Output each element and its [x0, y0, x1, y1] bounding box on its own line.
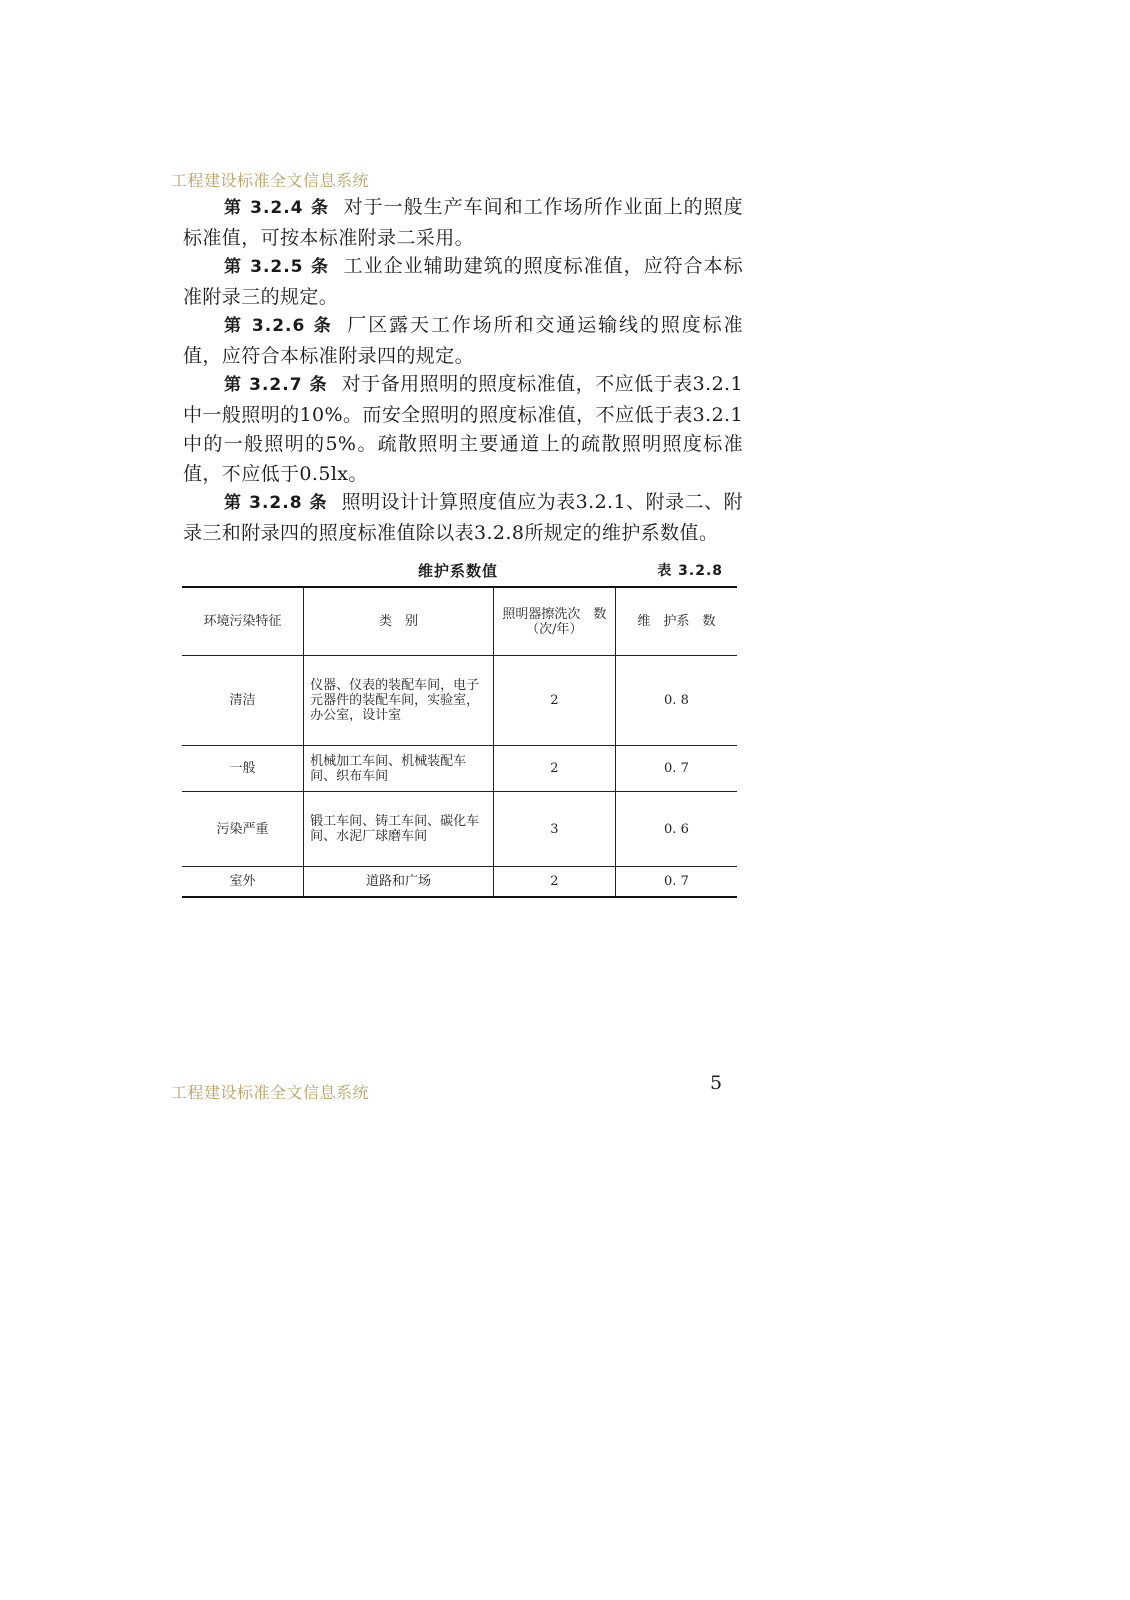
article-3-2-5 [183, 252, 743, 312]
article-3-2-4 [183, 193, 743, 253]
cell-times: 2 [493, 746, 615, 792]
header-category: 类 别 [304, 587, 494, 656]
cell-env: 污染严重 [182, 792, 304, 867]
table-number: 表 3.2.8 [657, 563, 723, 579]
cell-coef: 0. 7 [615, 746, 737, 792]
cell-coef: 0. 7 [615, 867, 737, 897]
header-env: 环境污染特征 [182, 587, 304, 656]
cell-category: 仪器、仪表的装配车间，电子元器件的装配车间，实验室，办公室，设计室 [304, 656, 494, 746]
cell-category: 道路和广场 [304, 867, 494, 897]
clause-number: 第 3.2.5 条 [224, 257, 330, 277]
table-row [182, 867, 737, 897]
cell-category: 机械加工车间、机械装配车间、织布车间 [304, 746, 494, 792]
header-cleaning-times: 照明器擦洗次 数（次/年） [493, 587, 615, 656]
table-caption [183, 560, 733, 582]
article-3-2-6 [183, 311, 743, 371]
cell-times: 2 [493, 867, 615, 897]
cell-env: 室外 [182, 867, 304, 897]
clause-text: 对于一般生产车间和工作场所作业面上的照度标准值，可按本标准附录二采用。 [183, 196, 743, 249]
clause-number: 第 3.2.7 条 [224, 375, 328, 395]
clause-number: 第 3.2.6 条 [224, 316, 334, 336]
cell-coef: 0. 8 [615, 656, 737, 746]
clause-text: 厂区露天工作场所和交通运输线的照度标准值，应符合本标准附录四的规定。 [183, 314, 743, 367]
clause-number: 第 3.2.8 条 [224, 493, 328, 513]
article-3-2-7 [183, 370, 743, 489]
table-title: 维护系数值 [418, 562, 499, 580]
clause-text: 对于备用照明的照度标准值，不应低于表3.2.1中一般照明的10%。而安全照明的照度标准值，不应低于表3.2.1中的一般照明的5%。疏散照明主要通道上的疏散照明照度标准值，不应低于0.5lx。 [183, 373, 743, 485]
clause-text: 照明设计计算照度值应为表3.2.1、附录二、附录三和附录四的照度标准值除以表3.2.8所规定的维护系数值。 [183, 491, 743, 544]
cell-coef: 0. 6 [615, 792, 737, 867]
watermark-footer: 工程建设标准全文信息系统 [171, 1083, 370, 1102]
clause-text: 工业企业辅助建筑的照度标准值，应符合本标准附录三的规定。 [183, 255, 743, 308]
table-row [182, 656, 737, 746]
page-number: 5 [710, 1072, 723, 1094]
cell-category: 锻工车间、铸工车间、碳化车间、水泥厂球磨车间 [304, 792, 494, 867]
cell-times: 2 [493, 656, 615, 746]
cell-times: 3 [493, 792, 615, 867]
article-3-2-8 [183, 488, 743, 548]
watermark-header: 工程建设标准全文信息系统 [171, 171, 370, 190]
maintenance-factor-table [182, 586, 737, 898]
header-maintenance-factor: 维 护系 数 [615, 587, 737, 656]
cell-env: 清洁 [182, 656, 304, 746]
table-row [182, 746, 737, 792]
clause-number: 第 3.2.4 条 [224, 198, 330, 218]
cell-env: 一般 [182, 746, 304, 792]
table-header-row [182, 587, 737, 656]
table-row [182, 792, 737, 867]
